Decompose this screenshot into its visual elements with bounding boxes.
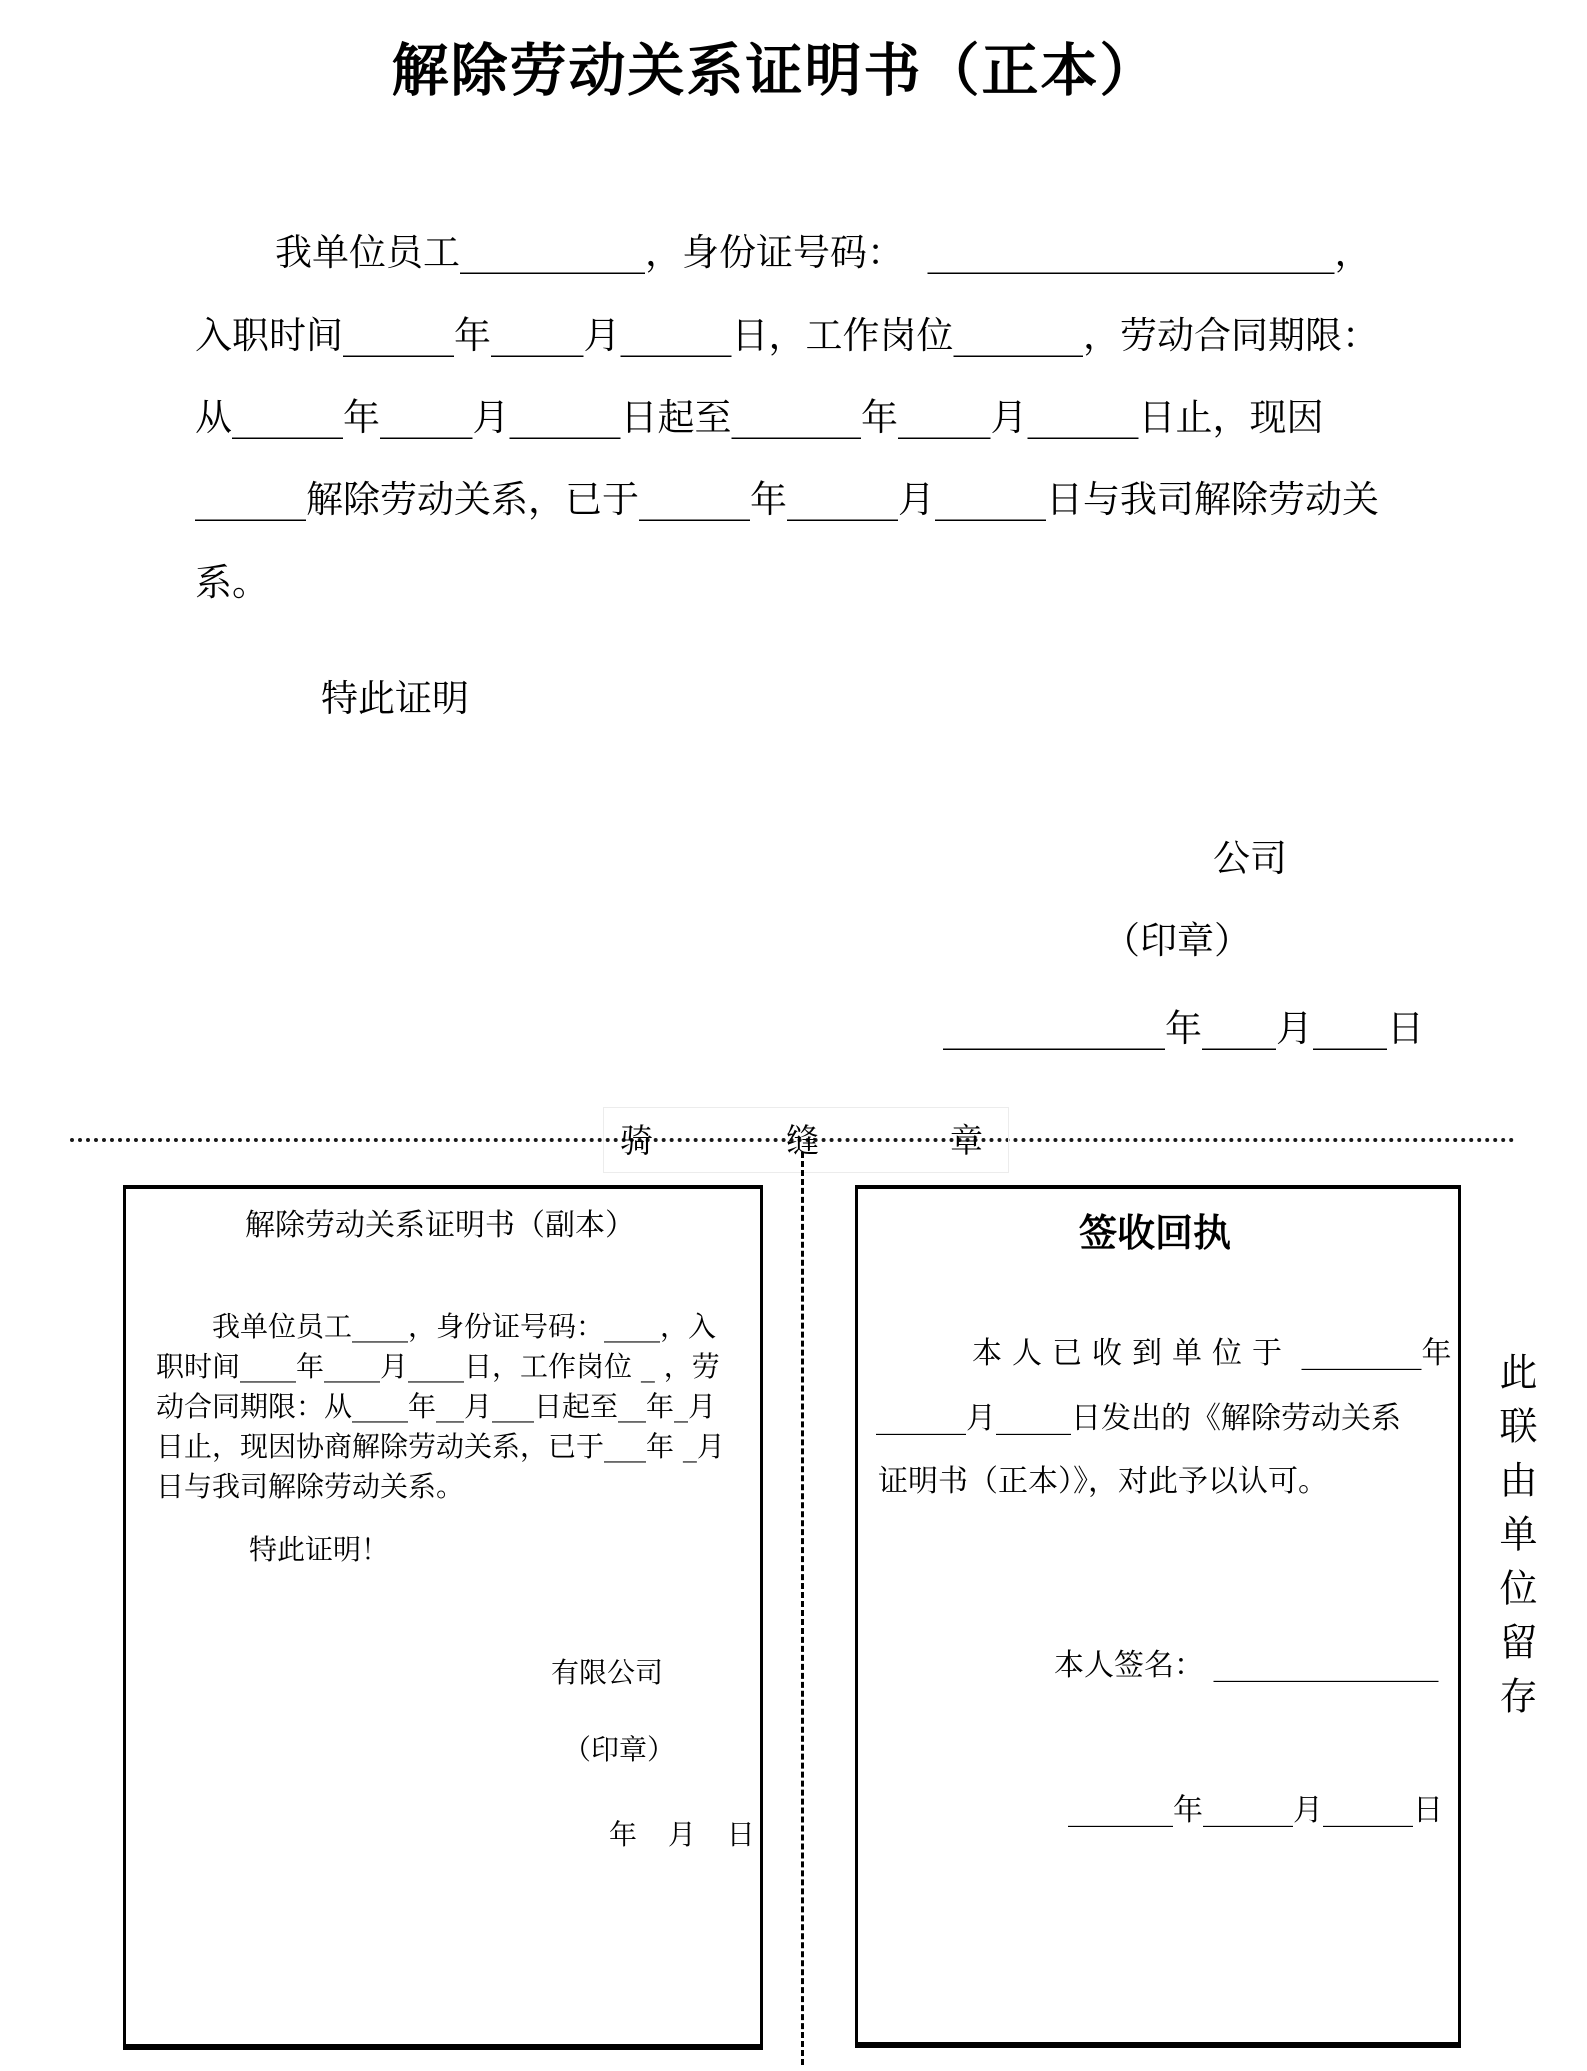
receipt-title: 签收回执 <box>1078 1210 1231 1255</box>
company-label: 公司 <box>1213 837 1287 880</box>
copy-line-end: 日与我司解除劳动关系。 <box>156 1470 465 1503</box>
copy-company-label: 有限公司 <box>551 1656 664 1689</box>
receipt-line-issued-date: ______月_____日发出的《解除劳动关系 <box>876 1401 1401 1436</box>
copy-line-hire-date: 职时间____年____月____日，工作岗位 _ ，劳 <box>156 1350 720 1383</box>
duplicate-copy-box <box>123 1185 763 2050</box>
retention-side-note: 此联由单位留存 <box>1493 1352 1537 1730</box>
fold-seal-char-feng: 缝 <box>786 1121 819 1160</box>
fold-seal-char-zhang: 章 <box>950 1121 983 1160</box>
receipt-line-received-head: 本人已收到单位于 <box>972 1336 1292 1371</box>
copy-attestation-text: 特此证明！ <box>249 1533 390 1566</box>
cut-dashed-line <box>801 1152 804 2065</box>
body-line-employee-id: 我单位员工__________，身份证号码： ______________________， <box>275 231 1372 274</box>
receipt-box <box>855 1185 1461 2048</box>
receipt-signature-line: 本人签名： _______________ <box>1054 1648 1439 1683</box>
body-line-contract-term: 从______年_____月______日起至_______年_____月______日止，现因 <box>195 396 1324 439</box>
receipt-line-received <box>972 1337 1452 1372</box>
receipt-line-received-tail: ________年 <box>1292 1336 1452 1371</box>
body-line-termination: ______解除劳动关系，已于______年______月______日与我司解除劳动关 <box>195 478 1379 521</box>
seal-placeholder: （印章） <box>1103 919 1251 962</box>
copy-line-termination: 日止，现因协商解除劳动关系，已于___年 _月 <box>156 1430 725 1463</box>
copy-seal-placeholder: （印章） <box>563 1733 676 1766</box>
receipt-date-line: _______年______月______日 <box>1068 1793 1443 1828</box>
copy-line-employee-id: 我单位员工____，身份证号码：____，入 <box>212 1310 717 1343</box>
fold-seal-char-qi: 骑 <box>620 1121 653 1160</box>
date-blank-line: ____________年____月____日 <box>943 1007 1424 1050</box>
body-line-end: 系。 <box>195 561 269 604</box>
copy-line-contract-term: 动合同期限：从____年__月___日起至__年_月 <box>156 1390 717 1423</box>
copy-date-line: 年 月 日 <box>609 1818 755 1851</box>
duplicate-copy-title: 解除劳动关系证明书（副本） <box>245 1208 635 1243</box>
document-title: 解除劳动关系证明书（正本） <box>391 37 1159 104</box>
attestation-text: 特此证明 <box>321 677 469 720</box>
body-line-hire-date-position: 入职时间______年_____月______日，工作岗位_______，劳动合同期限： <box>195 314 1379 357</box>
receipt-line-acknowledge: 证明书（正本）》，对此予以认可。 <box>878 1464 1328 1499</box>
